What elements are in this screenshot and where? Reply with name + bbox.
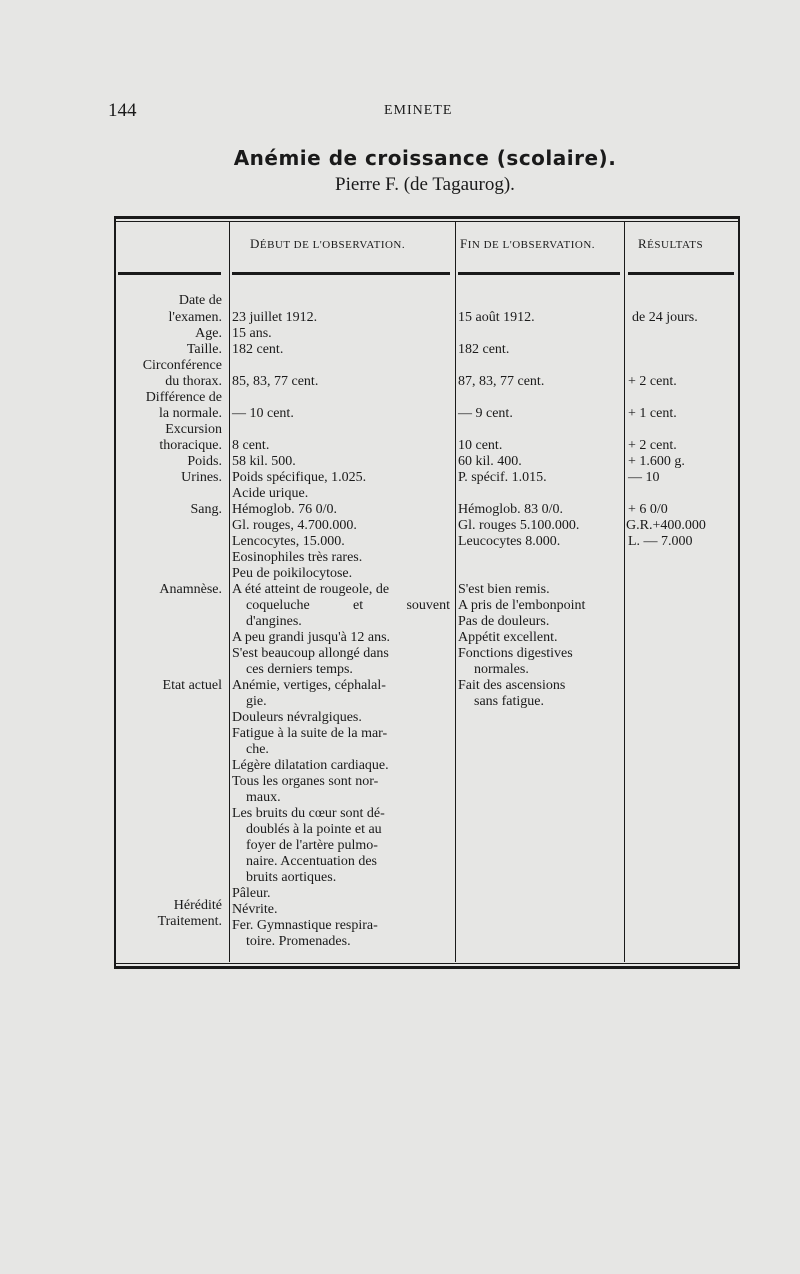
table-top-rule-thin [114,221,740,222]
resultat-cell: + 2 cent. [628,374,677,389]
row-label: Age. [195,326,222,341]
debut-cell: Anémie, vertiges, céphalal- [232,678,386,693]
debut-cell: bruits aortiques. [246,870,337,885]
debut-cell: 58 kil. 500. [232,454,296,469]
fin-cell: Appétit excellent. [458,630,558,645]
fin-cell: — 9 cent. [458,406,513,421]
column-divider-1 [229,222,230,962]
resultat-cell: + 1 cent. [628,406,677,421]
col-header-resultats: RÉSULTATS [638,236,704,251]
resultat-cell: + 6 0/0 [628,502,668,517]
table-top-rule [114,216,740,219]
debut-cell: Lencocytes, 15.000. [232,534,345,549]
fin-cell: S'est bien remis. [458,582,550,597]
col-header-debut: DÉBUT DE L'OBSERVATION. [250,236,406,251]
page-number: 144 [108,100,137,121]
debut-cell: 15 ans. [232,326,272,341]
row-label: Urines. [181,470,222,485]
row-label: l'examen. [168,310,222,325]
resultat-cell: L. — 7.000 [628,534,693,549]
fin-cell: Fait des ascensions [458,678,566,693]
fin-cell: Gl. rouges 5.100.000. [458,518,580,533]
debut-cell: foyer de l'artère pulmo- [246,838,378,853]
resultat-cell: + 2 cent. [628,438,677,453]
fin-cell: P. spécif. 1.015. [458,470,547,485]
header-underline-3 [458,272,620,275]
debut-cell: toire. Promenades. [246,934,351,949]
debut-cell: Tous les organes sont nor- [232,774,379,789]
debut-cell: Douleurs névralgiques. [232,710,362,725]
debut-cell: che. [246,742,269,757]
header-underline-4 [628,272,734,275]
fin-cell: sans fatigue. [474,694,544,709]
debut-cell: Fer. Gymnastique respira- [232,918,378,933]
row-label: Poids. [187,454,222,469]
debut-cell: Eosinophiles très rares. [232,550,363,565]
debut-cell: Fatigue à la suite de la mar- [232,726,388,741]
section-title: Anémie de croissance (scolaire). [233,146,617,170]
fin-cell: A pris de l'embonpoint [458,598,586,613]
debut-cell: gie. [246,694,267,709]
running-title: EMINETE [384,103,453,118]
row-label: Circonférence [142,358,222,373]
fin-cell: 10 cent. [458,438,503,453]
column-divider-2 [455,222,456,962]
table-bottom-rule [114,966,740,969]
fin-cell: 15 août 1912. [458,310,535,325]
debut-cell: maux. [246,790,281,805]
fin-cell: Leucocytes 8.000. [458,534,561,549]
running-head [0,100,800,124]
debut-cell: Légère dilatation cardiaque. [232,758,389,773]
row-label: Différence de [145,390,222,405]
header-underline-1 [118,272,221,275]
debut-cell: ces derniers temps. [246,662,353,677]
table-right-border [738,216,740,969]
debut-cell: Névrite. [232,902,278,917]
resultat-cell: — 10 [628,470,660,485]
resultat-cell: de 24 jours. [632,310,698,325]
fin-cell: 182 cent. [458,342,510,357]
debut-cell: coqueluche et souvent [246,598,450,613]
debut-cell: 85, 83, 77 cent. [232,374,319,389]
debut-cell: d'angines. [246,614,302,629]
row-label: thoracique. [159,438,222,453]
debut-cell: 8 cent. [232,438,270,453]
row-label: du thorax. [165,374,222,389]
debut-cell: naire. Accentuation des [246,854,378,869]
debut-cell: Hémoglob. 76 0/0. [232,502,337,517]
row-label: Anamnèse. [159,582,222,597]
debut-cell: Peu de poikilocytose. [232,566,353,581]
row-label: Traitement. [157,914,222,929]
resultat-cell: G.R.+400.000 [626,518,706,533]
row-label: la normale. [159,406,222,421]
debut-cell: Les bruits du cœur sont dé- [232,806,385,821]
fin-cell: normales. [474,662,529,677]
debut-cell: S'est beaucoup allongé dans [232,646,389,661]
fin-cell: Fonctions digestives [458,646,573,661]
fin-cell: 87, 83, 77 cent. [458,374,545,389]
column-divider-3 [624,222,625,962]
debut-cell: 23 juillet 1912. [232,310,318,325]
row-label: Date de [178,293,222,308]
debut-cell: Gl. rouges, 4.700.000. [232,518,357,533]
debut-cell: Pâleur. [232,886,271,901]
row-label: Excursion [165,422,222,437]
header-underline-2 [232,272,450,275]
fin-cell: Hémoglob. 83 0/0. [458,502,563,517]
debut-cell: doublés à la pointe et au [246,822,382,837]
col-header-fin: FIN DE L'OBSERVATION. [460,236,596,251]
row-label: Etat actuel [162,678,222,693]
debut-cell: Poids spécifique, 1.025. [232,470,367,485]
debut-cell: — 10 cent. [232,406,294,421]
fin-cell: 60 kil. 400. [458,454,522,469]
debut-cell: A peu grandi jusqu'à 12 ans. [232,630,391,645]
debut-cell: Acide urique. [232,486,309,501]
patient-subtitle: Pierre F. (de Tagaurog). [335,174,515,195]
resultat-cell: + 1.600 g. [628,454,685,469]
row-label: Taille. [186,342,222,357]
row-label: Sang. [190,502,222,517]
table-bottom-rule-thin [114,963,740,964]
debut-cell: 182 cent. [232,342,284,357]
debut-cell: A été atteint de rougeole, de [232,582,390,597]
row-label: Hérédité [173,898,222,913]
fin-cell: Pas de douleurs. [458,614,550,629]
